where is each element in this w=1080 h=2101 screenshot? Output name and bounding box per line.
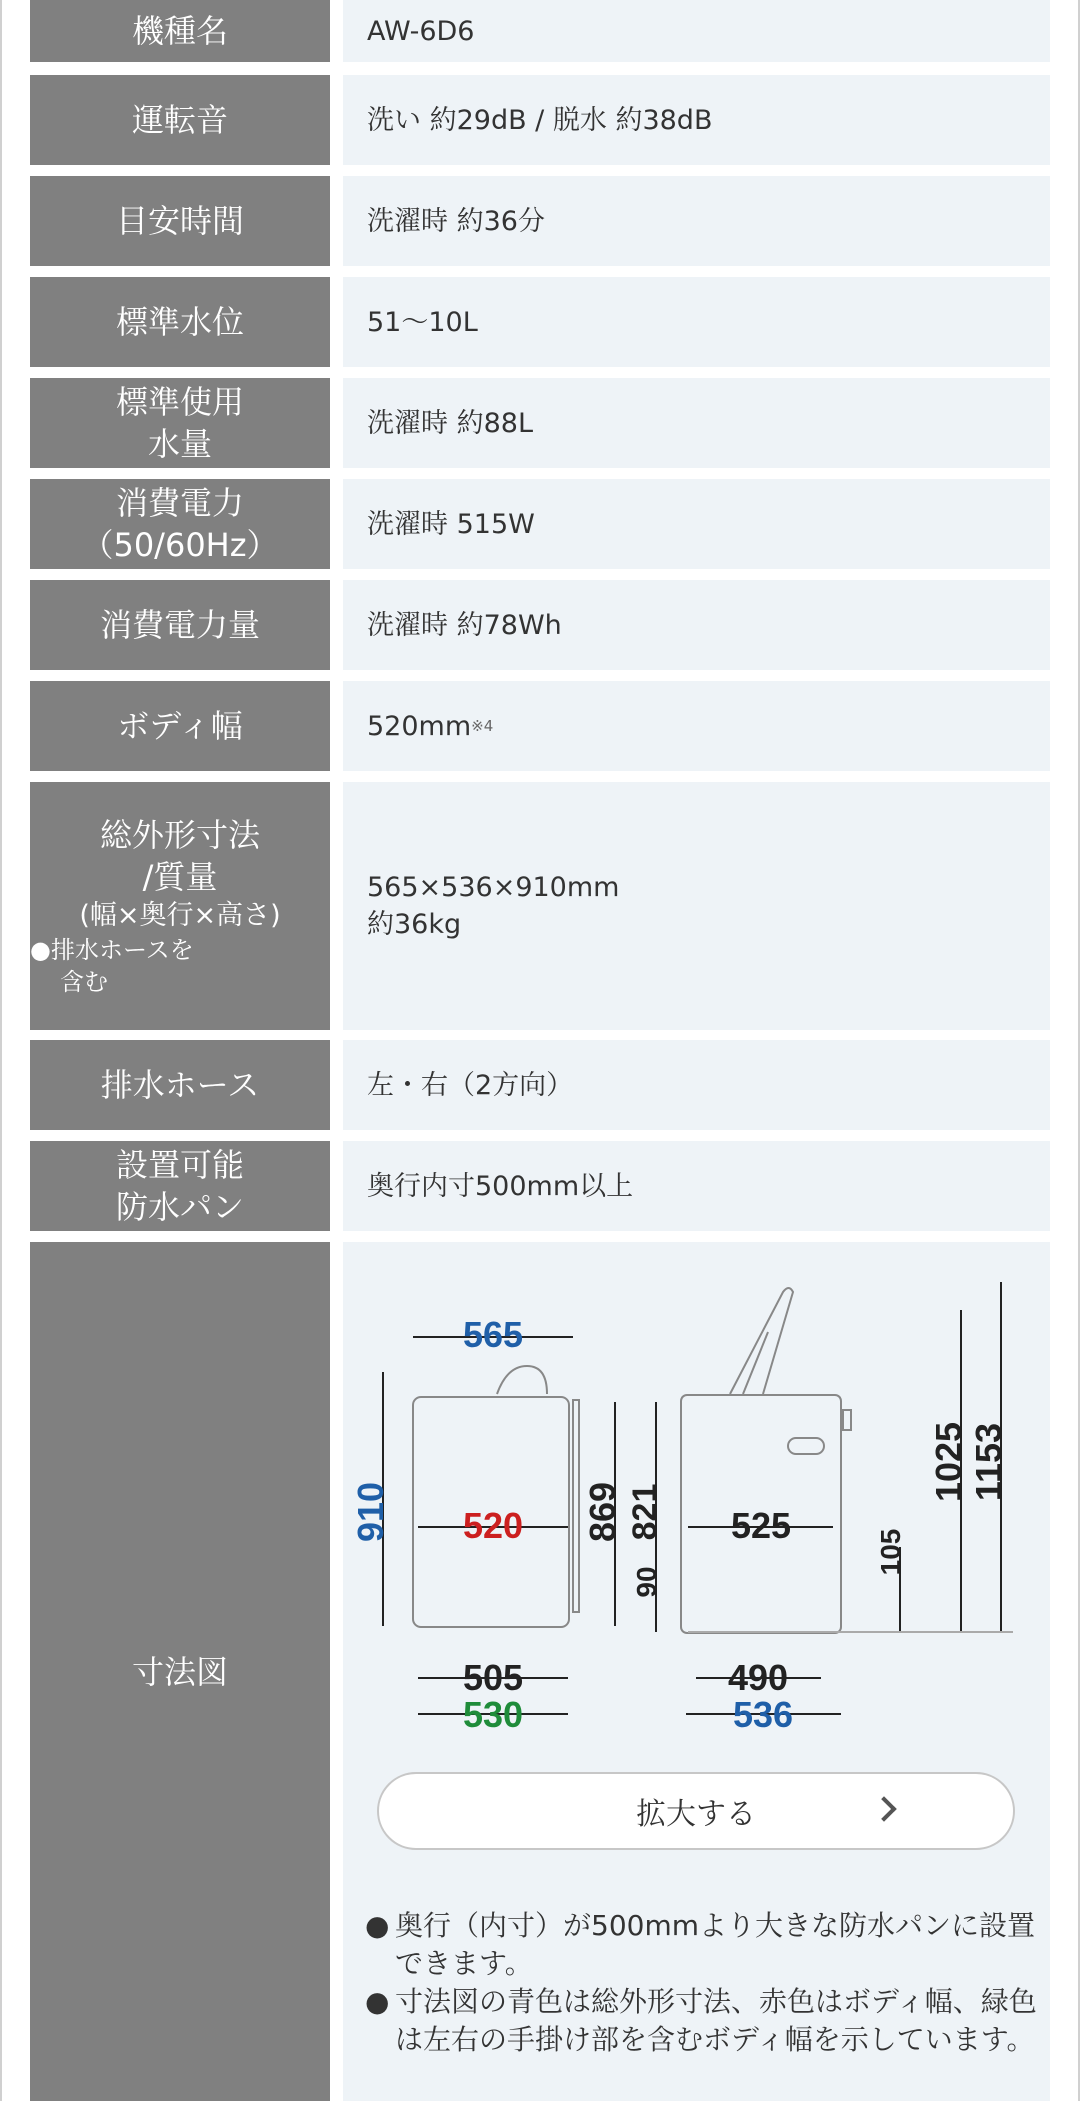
spec-label: 総外形寸法 /質量 (幅×奥行×高さ) ●排水ホースを 含む (30, 782, 330, 1030)
spec-label: 目安時間 (30, 176, 330, 266)
spec-value: 520mm ※4 (343, 681, 1050, 771)
dim-565: 565 (462, 1314, 524, 1355)
spec-label: 機種名 (30, 0, 330, 62)
dim-1025: 1025 (928, 1421, 969, 1503)
spec-label: 消費電力 （50/60Hz） (30, 479, 330, 569)
note-item: ● 寸法図の青色は総外形寸法、赤色はボディ幅、緑色は左右の手掛け部を含むボディ幅を示しています。 (365, 1985, 1037, 2056)
spec-value: 洗濯時 約36分 (343, 176, 1050, 266)
spec-row-model (30, 0, 1050, 62)
spec-row-power (30, 479, 1050, 569)
dim-536: 536 (732, 1694, 794, 1735)
dim-525: 525 (730, 1505, 792, 1546)
diagram-cell (343, 1242, 1050, 2101)
dimension-diagram (350, 1262, 1063, 1752)
spec-label: ボディ幅 (30, 681, 330, 771)
spec-label: 運転音 (30, 75, 330, 165)
chevron-right-icon (871, 1796, 896, 1821)
spec-value: 奥行内寸500mm以上 (343, 1141, 1050, 1231)
spec-value: 洗濯時 約88L (343, 378, 1050, 468)
dim-505: 505 (462, 1657, 524, 1698)
spec-row-noise (30, 75, 1050, 165)
spec-label: 標準使用 水量 (30, 378, 330, 468)
note-item: ● 奥行（内寸）が500mmより大きな防水パンに設置できます。 (365, 1909, 1035, 1980)
dim-869: 869 (582, 1481, 623, 1543)
spec-row-water-use (30, 378, 1050, 468)
spec-label: 標準水位 (30, 277, 330, 367)
dim-490: 490 (727, 1657, 789, 1698)
spec-row-drain-hose (30, 1040, 1050, 1130)
spec-row-time (30, 176, 1050, 266)
dim-520: 520 (462, 1505, 524, 1546)
spec-label: 設置可能 防水パン (30, 1141, 330, 1231)
dim-1153: 1153 (968, 1422, 1009, 1502)
spec-row-dimensions (30, 782, 1050, 1030)
spec-value: 565×536×910mm 約36kg (343, 782, 1050, 1030)
dim-910: 910 (350, 1481, 391, 1543)
spec-row-waterproof-pan (30, 1141, 1050, 1231)
spec-value: 洗い 約29dB / 脱水 約38dB (343, 75, 1050, 165)
spec-value: 洗濯時 515W (343, 479, 1050, 569)
dim-821: 821 (626, 1483, 664, 1541)
zoom-button[interactable] (377, 1772, 1015, 1850)
spec-row-energy (30, 580, 1050, 670)
footnote-mark: ※4 (471, 716, 494, 735)
spec-value: 51〜10L (343, 277, 1050, 367)
left-border (0, 0, 2, 2101)
diagram-notes (365, 1907, 1045, 2059)
spec-row-diagram (30, 1242, 1050, 2101)
spec-label: 消費電力量 (30, 580, 330, 670)
dim-90: 90 (631, 1566, 662, 1598)
zoom-button-label: 拡大する (636, 1797, 756, 1832)
spec-label: 寸法図 (30, 1242, 330, 2101)
spec-row-water-level (30, 277, 1050, 367)
spec-label: 排水ホース (30, 1040, 330, 1130)
dim-530: 530 (462, 1694, 524, 1735)
spec-value: 左・右（2方向） (343, 1040, 1050, 1130)
dim-105: 105 (875, 1528, 906, 1576)
spec-value: AW-6D6 (343, 0, 1050, 62)
spec-value: 洗濯時 約78Wh (343, 580, 1050, 670)
spec-row-body-width (30, 681, 1050, 771)
